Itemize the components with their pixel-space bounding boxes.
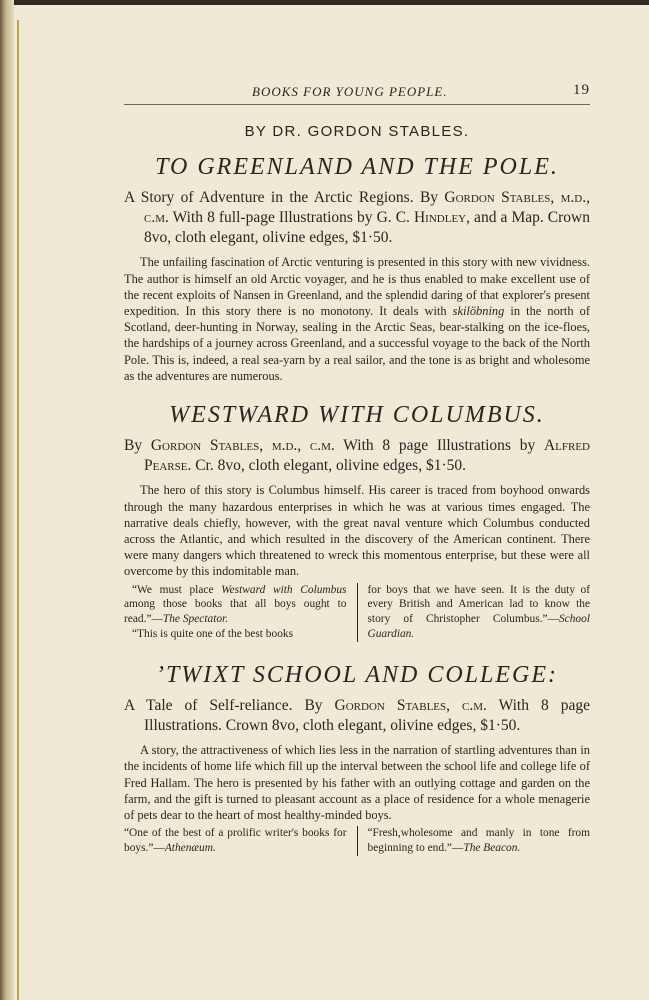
quote-column-left: [124, 826, 358, 856]
author-name: Gordon Stables, m.d., c.m.: [150, 437, 335, 455]
book-entry-columbus: [124, 402, 590, 642]
book-spine-shadow: [0, 0, 14, 1000]
page-top-edge: [0, 0, 649, 5]
subtitle-text: With 8 page Illustrations. Crown 8vo, cloth elegant, olivine edges, $1·50.: [144, 697, 590, 735]
book-subtitle: [124, 188, 590, 248]
author-name: Gordon Stables, c.m.: [334, 697, 487, 715]
subtitle-text: Cr. 8vo, cloth elegant, olivine edges, $1·50.: [191, 457, 466, 475]
quote-title-italic: Westward with Columbus: [221, 583, 347, 596]
quote-column-left: [124, 583, 358, 642]
press-quote: “This is quite one of the best books: [132, 628, 294, 641]
author-heading: BY DR. GORDON STABLES.: [244, 123, 470, 140]
subtitle-text: With 8 full-page Illustrations by G. C.: [168, 209, 414, 227]
quote-source: The Beacon.: [463, 842, 521, 855]
book-title: TO GREENLAND AND THE POLE.: [155, 154, 559, 180]
running-head: [124, 80, 590, 105]
spine-gilt-line: [17, 20, 19, 1000]
book-title: ’TWIXT SCHOOL AND COLLEGE:: [155, 661, 559, 688]
illustrator-name: Hindley: [413, 209, 467, 227]
quote-source: School Guardian.: [367, 613, 590, 641]
book-description: A story, the attractiveness of which lies less in the narration of startling adventures than in the incidents of home life which fill up the interval between the school life and college life of Fred Hallam. The hero is presented by his father with an outlying cottage and garden on the farm, and the gift is turned to pleasant account as a place of residence for a whole menagerie of pets dear to the heart of most healthy-minded boys.: [124, 743, 590, 823]
subtitle-text: With 8 page Illustrations by: [334, 437, 544, 455]
description-text: in the north of Scotland, deer-hunting in Norway, sealing in the Arctic Seas, bear-stalking on the ice-floes, the hardships of a journey across Greenland, and a successful voyage to the back of the North Pole. This is, indeed, a real sea-yarn by a real sailor, and the tone is as bright and wholesome as the adventures are numerous.: [124, 304, 590, 383]
book-description: [124, 254, 590, 384]
quote-text: for boys that we have seen. It is the duty of every British and American lad to know the story of Christopher Columbus.”—: [367, 583, 590, 626]
quote-column-right: [358, 583, 591, 642]
quote-text: among those books that all boys ought to read.”—: [124, 598, 347, 626]
quote-text: “One of the best of a prolific writer's books for boys.”—: [124, 827, 347, 855]
running-head-title: BOOKS FOR YOUNG PEOPLE.: [252, 84, 448, 99]
subtitle-text: By: [124, 437, 151, 455]
press-quotes: [124, 583, 590, 642]
quote-source: Athenæum.: [164, 842, 216, 855]
book-entry-twixt: [124, 662, 590, 856]
quote-source: The Spectator.: [162, 613, 229, 626]
press-quotes: [124, 826, 590, 856]
book-description: The hero of this story is Columbus himself. His career is traced from boyhood onwards through the many hazardous enterprises in which he was at various times engaged. The narrative deals chiefly, however, with the great naval venture which Columbus conducted across the Atlantic, and which resulted in the discovery of the American continent. There were many dangers which threatened to wreck this momentous enterprise, but these were all overcome by this indomitable man.: [124, 483, 590, 579]
book-page: [124, 80, 590, 856]
quote-column-right: [358, 826, 591, 856]
book-title: WESTWARD WITH COLUMBUS.: [169, 402, 545, 429]
quote-text: “Fresh,wholesome and manly in tone from beginning to end.”—: [367, 827, 590, 855]
page-number: 19: [573, 82, 590, 98]
book-entry-greenland: [124, 154, 590, 384]
subtitle-text: A Tale of Self-reliance. By: [124, 697, 335, 715]
book-subtitle: [124, 696, 590, 736]
author-name: Gordon Stables, m.d., c.m.: [144, 189, 590, 227]
illustrator-name: Alfred Pearse.: [144, 437, 590, 475]
book-subtitle: [124, 436, 590, 476]
press-quote: [124, 583, 347, 627]
description-text: The unfailing fascination of Arctic venturing is presented in this story with new vividness. The author is himself an old Arctic voyager, and he is thus enabled to make excellent use of the recent exploits of Nansen in Greenland, and the splendid daring of that explorer's present expedition. In this story there is no monotony. It deals with: [124, 255, 590, 318]
subtitle-text: , and a Map. Crown 8vo, cloth elegant, olivine edges, $1·50.: [144, 209, 590, 247]
subtitle-text: A Story of Adventure in the Arctic Regions. By: [124, 189, 445, 207]
description-italic: skilöbning: [452, 304, 505, 318]
quote-text: “We must place: [132, 583, 222, 596]
